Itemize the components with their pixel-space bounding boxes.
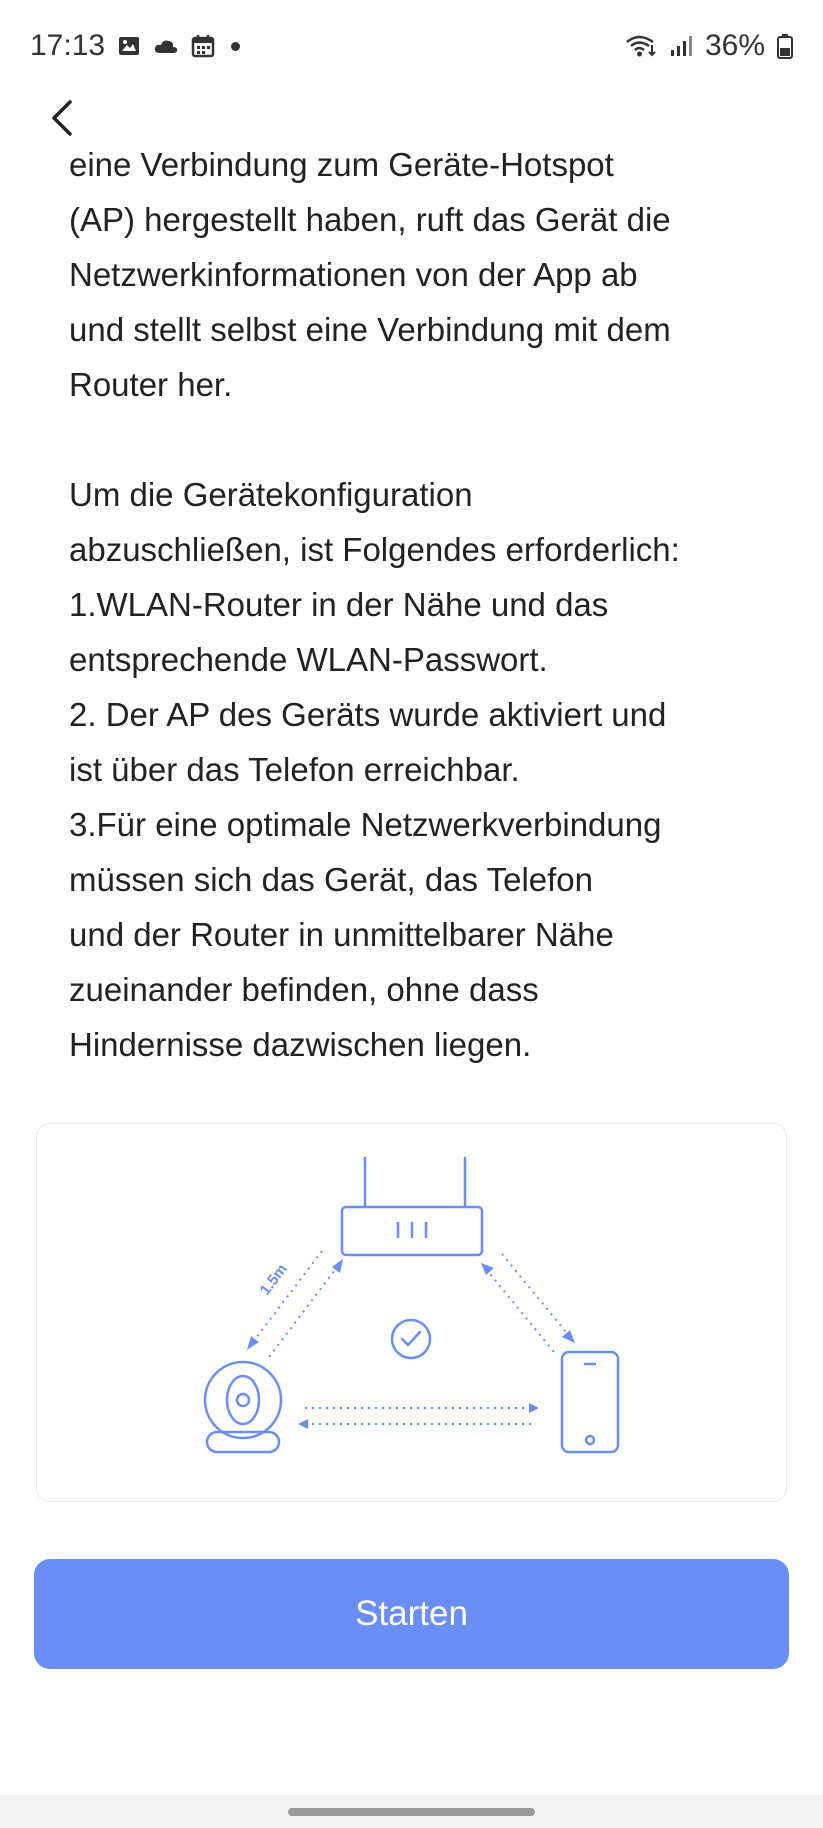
- instructions-text: [69, 137, 759, 1072]
- cloud-icon: [153, 36, 179, 56]
- battery-icon: [777, 33, 793, 59]
- arrowhead: [481, 1263, 494, 1275]
- gallery-icon: [117, 34, 141, 58]
- link-router-camera: [253, 1251, 338, 1357]
- diagram-svg: [37, 1124, 788, 1503]
- signal-icon: [669, 34, 693, 58]
- camera-icon: [205, 1362, 281, 1452]
- distance-label: 1.5m: [256, 1260, 291, 1299]
- arrowhead: [562, 1330, 575, 1343]
- router-icon: [342, 1157, 482, 1255]
- wifi-icon: [625, 33, 657, 59]
- arrowhead: [332, 1259, 343, 1273]
- dot-icon: [231, 42, 240, 51]
- status-time: 17:13: [30, 29, 106, 62]
- intro-paragraph: eine Verbindung zum Geräte-Hotspot (AP) hergestellt haben, ruft das Gerät die Netzwerkinformationen von der App ab und stellt selbst eine Verbindung mit dem Router her.: [69, 146, 671, 403]
- calendar-icon: [191, 34, 215, 58]
- status-right: [625, 29, 793, 63]
- check-circle-icon: [392, 1320, 430, 1358]
- chevron-left-icon: [48, 98, 76, 138]
- top-nav: [0, 92, 823, 144]
- link-camera-phone: [305, 1408, 532, 1424]
- paragraph-spacer: [69, 412, 759, 467]
- system-nav-bar: [0, 1795, 823, 1828]
- status-bar: [0, 0, 823, 92]
- start-button[interactable]: Starten: [34, 1559, 789, 1669]
- arrowhead: [298, 1419, 308, 1429]
- requirements-paragraph: Um die Gerätekonfiguration abzuschließen, ist Folgendes erforderlich: 1.WLAN-Router in der Nähe und das entsprechende WLAN-Passwort. 2. Der AP des Geräts wurde aktiviert und ist über das Telefon erreichbar. 3.Für eine optimale Netzwerkverbindung müssen sich das Gerät, das Telefon und der Router in unmittelbarer Nähe zueinander befinden, ohne dass Hindernisse dazwischen liegen.: [69, 476, 680, 1063]
- arrowhead: [529, 1403, 539, 1413]
- battery-percent: 36%: [704, 29, 765, 62]
- link-router-phone: [486, 1254, 570, 1352]
- home-indicator[interactable]: [288, 1808, 535, 1816]
- connection-diagram: [36, 1123, 787, 1502]
- back-button[interactable]: [40, 96, 84, 140]
- arrowhead: [247, 1336, 259, 1350]
- phone-icon: [562, 1352, 618, 1452]
- status-left: [30, 29, 240, 63]
